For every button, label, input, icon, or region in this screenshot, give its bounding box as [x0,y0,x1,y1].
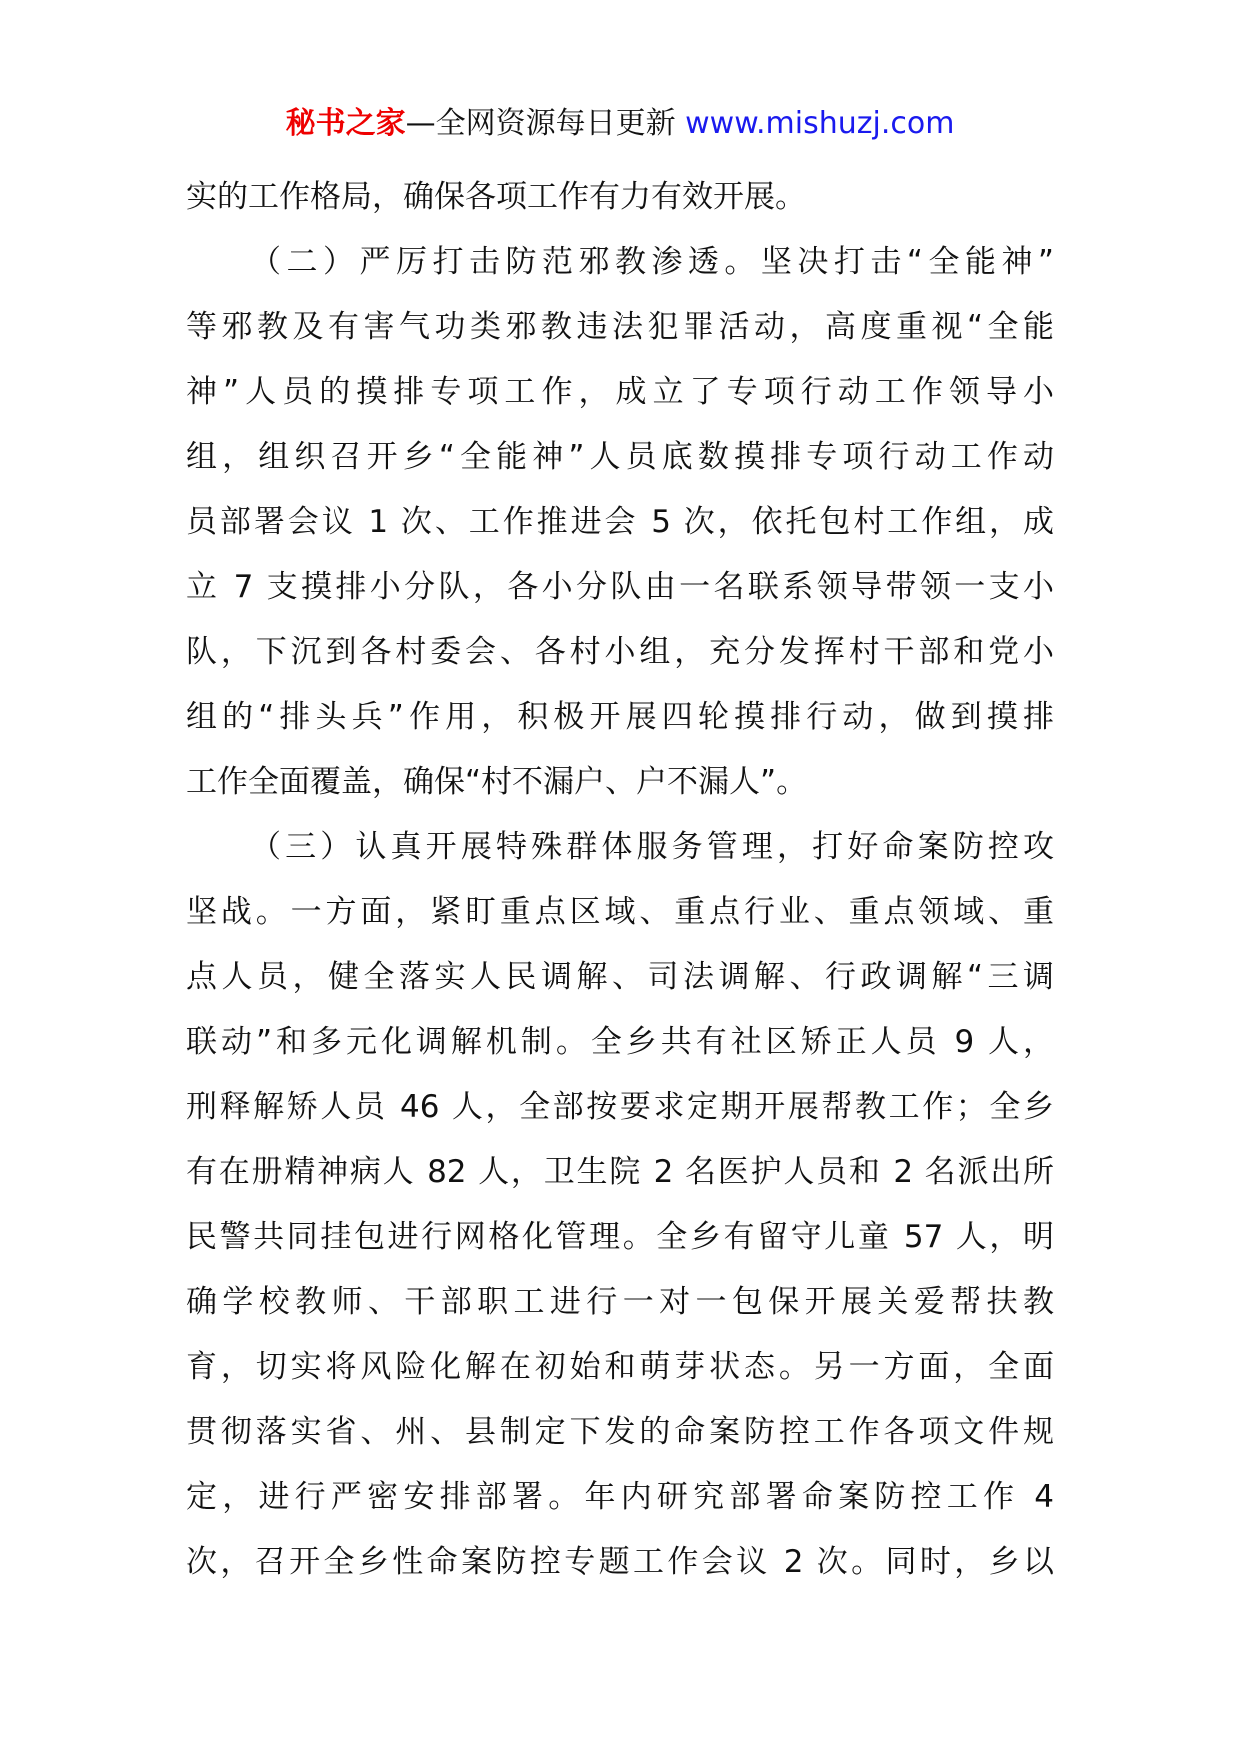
header-tagline: —全网资源每日更新 [405,106,676,141]
body-line: 点人员，健全落实人民调解、司法调解、行政调解“三调 [186,959,1054,995]
body-line: 联动”和多元化调解机制。全乡共有社区矫正人员 9 人， [186,1024,1054,1060]
body-line: 立 7 支摸排小分队，各小分队由一名联系领导带领一支小 [186,569,1054,605]
body-line: 工作全面覆盖，确保“村不漏户、户不漏人”。 [186,764,808,800]
section-heading-line: （三）认真开展特殊群体服务管理，打好命案防控攻 [250,829,1054,865]
body-line: 有在册精神病人 82 人，卫生院 2 名医护人员和 2 名派出所 [186,1154,1054,1190]
brand-name: 秘书之家 [285,106,406,141]
body-line: 育，切实将风险化解在初始和萌芽状态。另一方面，全面 [186,1349,1054,1385]
body-line: 刑释解矫人员 46 人，全部按要求定期开展帮教工作；全乡 [186,1089,1054,1125]
body-line: 次，召开全乡性命案防控专题工作会议 2 次。同时，乡以 [186,1544,1054,1580]
body-line: 坚战。一方面，紧盯重点区域、重点行业、重点领域、重 [186,894,1054,930]
body-line: 定，进行严密安排部署。年内研究部署命案防控工作 4 [186,1479,1054,1515]
page-header [0,104,1240,144]
body-line: 实的工作格局，确保各项工作有力有效开展。 [186,179,806,215]
body-line: 队，下沉到各村委会、各村小组，充分发挥村干部和党小 [186,634,1054,670]
body-line: 神”人员的摸排专项工作，成立了专项行动工作领导小 [186,374,1054,410]
body-line: 员部署会议 1 次、工作推进会 5 次，依托包村工作组，成 [186,504,1054,540]
section-heading-line: （二）严厉打击防范邪教渗透。坚决打击“全能神” [250,244,1054,280]
body-line: 组的“排头兵”作用，积极开展四轮摸排行动，做到摸排 [186,699,1054,735]
document-body [186,165,1054,1595]
body-line: 组，组织召开乡“全能神”人员底数摸排专项行动工作动 [186,439,1054,475]
body-line: 贯彻落实省、州、县制定下发的命案防控工作各项文件规 [186,1414,1054,1450]
body-line: 民警共同挂包进行网格化管理。全乡有留守儿童 57 人，明 [186,1219,1054,1255]
site-url-link[interactable]: www.mishuzj.com [685,106,955,141]
body-line: 等邪教及有害气功类邪教违法犯罪活动，高度重视“全能 [186,309,1054,345]
body-line: 确学校教师、干部职工进行一对一包保开展关爱帮扶教 [186,1284,1054,1320]
